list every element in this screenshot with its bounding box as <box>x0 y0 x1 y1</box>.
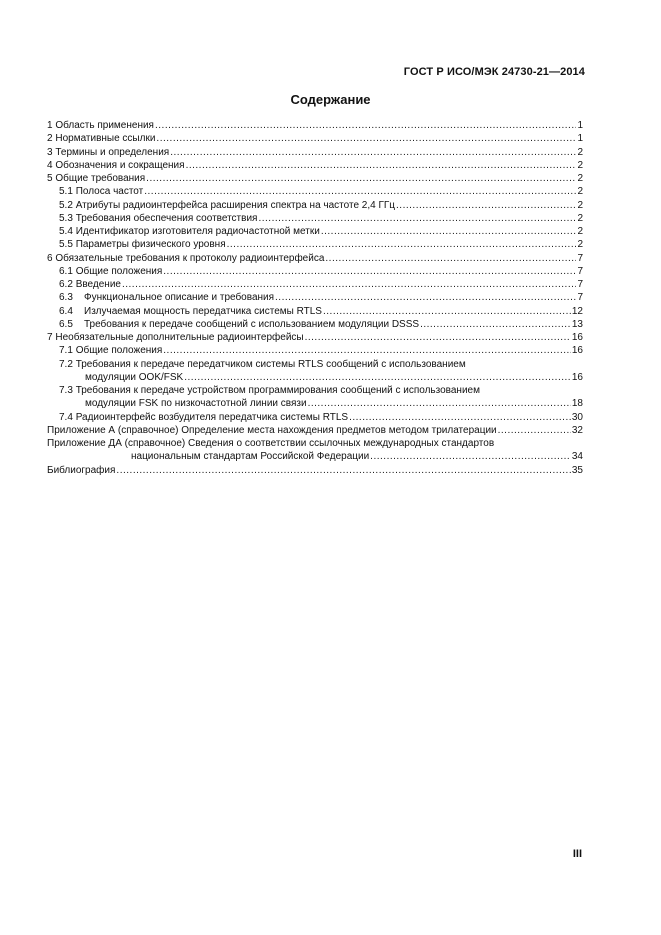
toc-page: 7 <box>577 252 583 264</box>
leader-dots <box>156 132 576 145</box>
toc-entry[interactable] <box>47 172 583 185</box>
leader-dots <box>227 238 577 251</box>
toc-text: Общие требования <box>55 173 146 184</box>
toc-page: 1 <box>577 133 583 145</box>
toc-entry-appendix-da[interactable] <box>47 437 583 464</box>
toc-entry-appendix-a[interactable] <box>47 424 583 437</box>
toc-page: 2 <box>577 239 583 251</box>
toc-number: 5.3 <box>59 212 73 224</box>
toc-entry[interactable] <box>47 318 583 331</box>
toc-entry[interactable] <box>47 384 583 411</box>
table-of-contents <box>47 119 583 477</box>
toc-number: 5.5 <box>59 239 73 251</box>
toc-number: 6.5 <box>59 318 73 330</box>
toc-entry[interactable] <box>47 146 583 159</box>
toc-page: 12 <box>571 305 583 317</box>
leader-dots <box>146 172 576 185</box>
toc-entry[interactable] <box>47 212 583 225</box>
toc-text: Введение <box>75 279 121 290</box>
leader-dots <box>308 397 571 410</box>
toc-text: Требования к передаче устройством программирования сообщений с использованием <box>75 385 480 396</box>
toc-text: Приложение ДА (справочное) Сведения о соответствии ссылочных международных стандартов <box>47 438 495 449</box>
toc-page: 32 <box>571 424 583 436</box>
leader-dots <box>275 291 576 304</box>
toc-page: 16 <box>571 345 583 357</box>
toc-entry[interactable] <box>47 159 583 172</box>
leader-dots <box>323 305 571 318</box>
leader-dots <box>186 159 577 172</box>
page-title: Содержание <box>290 92 371 107</box>
toc-number: 7.1 <box>59 345 73 357</box>
toc-entry[interactable] <box>47 225 583 238</box>
toc-number: 7.3 <box>59 385 73 396</box>
toc-page: 2 <box>577 173 583 184</box>
toc-page: 34 <box>571 451 583 463</box>
toc-entry-bibliography[interactable] <box>47 464 583 477</box>
toc-number: 7 <box>47 332 53 343</box>
toc-number: 6.2 <box>59 279 73 290</box>
toc-page: 2 <box>577 186 583 198</box>
toc-text: Приложение А (справочное) Определение места нахождения предметов методом трилатерации <box>47 424 497 436</box>
leader-dots <box>325 252 576 265</box>
toc-text: Общие положения <box>75 345 163 357</box>
toc-page: 7 <box>577 292 583 304</box>
toc-number: 7.4 <box>59 411 73 423</box>
leader-dots <box>155 119 576 132</box>
toc-text: Радиоинтерфейс возбудителя передатчика системы RTLS <box>75 411 349 423</box>
leader-dots <box>116 464 570 477</box>
toc-text: Необязательные дополнительные радиоинтерфейсы <box>55 332 304 343</box>
toc-text: Термины и определения <box>55 146 170 158</box>
toc-entry[interactable] <box>47 331 583 344</box>
leader-dots <box>184 371 571 384</box>
toc-text: Функциональное описание и требования <box>84 292 275 304</box>
toc-number: 6.1 <box>59 265 73 277</box>
toc-text: Библиография <box>47 464 116 476</box>
toc-entry[interactable] <box>47 238 583 251</box>
toc-page: 7 <box>577 265 583 277</box>
toc-text: Параметры физического уровня <box>75 239 226 251</box>
toc-number: 2 <box>47 133 53 145</box>
toc-text: Обозначения и сокращения <box>55 159 185 171</box>
standard-code: ГОСТ Р ИСО/МЭК 24730-21—2014 <box>403 66 585 78</box>
toc-text: Требования к передаче передатчиком системы RTLS сообщений с использованием <box>75 358 466 370</box>
toc-page: 2 <box>577 226 583 237</box>
leader-dots <box>305 331 571 344</box>
toc-page: 2 <box>577 212 583 224</box>
toc-page: 16 <box>571 332 583 343</box>
leader-dots <box>163 265 576 278</box>
toc-page: 13 <box>571 318 583 330</box>
toc-page: 16 <box>571 371 583 383</box>
toc-entry[interactable] <box>47 344 583 357</box>
toc-text: Обязательные требования к протоколу радиоинтерфейса <box>55 252 325 264</box>
toc-text-continuation: модуляции FSK по низкочастотной линии связи <box>85 398 307 410</box>
toc-entry[interactable] <box>47 199 583 212</box>
leader-dots <box>321 225 577 238</box>
toc-page: 7 <box>577 279 583 290</box>
toc-text-continuation: модуляции OOK/FSK <box>85 371 184 383</box>
toc-entry[interactable] <box>47 278 583 291</box>
toc-number: 3 <box>47 146 53 158</box>
toc-number: 1 <box>47 120 53 131</box>
toc-page: 30 <box>571 411 583 423</box>
toc-entry[interactable] <box>47 411 583 424</box>
toc-number: 5 <box>47 173 53 184</box>
toc-number: 5.4 <box>59 226 73 237</box>
toc-text: Требования к передаче сообщений с использованием модуляции DSSS <box>84 318 420 330</box>
toc-text: Требования обеспечения соответствия <box>75 212 258 224</box>
page-number: III <box>572 848 582 860</box>
toc-text: Нормативные ссылки <box>55 133 156 145</box>
toc-page: 2 <box>577 146 583 158</box>
toc-text: Полоса частот <box>75 186 144 198</box>
toc-page: 2 <box>577 159 583 171</box>
toc-entry[interactable] <box>47 252 583 265</box>
toc-entry[interactable] <box>47 305 583 318</box>
toc-number: 6.4 <box>59 305 73 317</box>
toc-entry[interactable] <box>47 185 583 198</box>
toc-page: 18 <box>571 398 583 410</box>
toc-number: 6.3 <box>59 292 73 304</box>
leader-dots <box>258 212 576 225</box>
toc-text-continuation: национальным стандартам Российской Федерации <box>131 451 370 463</box>
leader-dots <box>498 424 571 437</box>
toc-text: Идентификатор изготовителя радиочастотной метки <box>75 226 320 237</box>
toc-number: 5.2 <box>59 199 73 211</box>
leader-dots <box>370 450 571 463</box>
leader-dots <box>170 146 576 159</box>
toc-text: Атрибуты радиоинтерфейса расширения спектра на частоте 2,4 ГГц <box>75 199 396 211</box>
leader-dots <box>122 278 576 291</box>
toc-entry[interactable] <box>47 291 583 304</box>
toc-entry[interactable] <box>47 265 583 278</box>
toc-number: 5.1 <box>59 186 73 198</box>
toc-number: 4 <box>47 159 53 171</box>
leader-dots <box>163 344 571 357</box>
toc-page: 2 <box>577 199 583 211</box>
leader-dots <box>349 411 571 424</box>
leader-dots <box>396 199 576 212</box>
toc-entry[interactable] <box>47 119 583 132</box>
toc-number: 7.2 <box>59 358 73 370</box>
leader-dots <box>144 185 576 198</box>
toc-entry[interactable] <box>47 358 583 385</box>
leader-dots <box>420 318 571 331</box>
toc-text: Общие положения <box>75 265 163 277</box>
toc-page: 35 <box>571 464 583 476</box>
toc-text: Область применения <box>55 120 154 131</box>
toc-entry[interactable] <box>47 132 583 145</box>
toc-number: 6 <box>47 252 53 264</box>
toc-page: 1 <box>577 120 583 131</box>
toc-text: Излучаемая мощность передатчика системы RTLS <box>84 305 322 317</box>
